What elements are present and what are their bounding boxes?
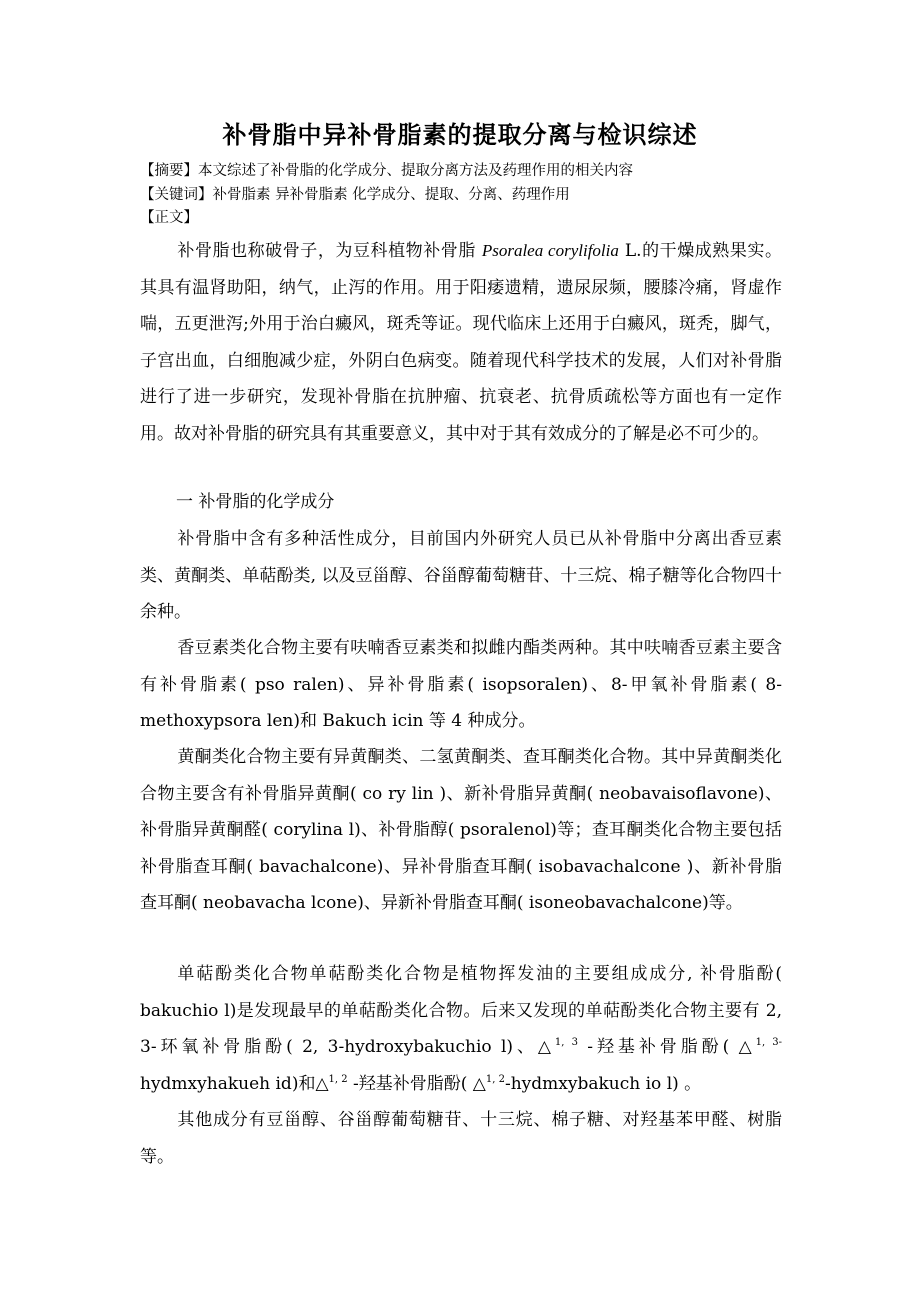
text-segment: -hydmxybakuch io l) 。 xyxy=(504,1073,702,1094)
superscript: 1, 2 xyxy=(485,1073,505,1085)
paragraph-other-components: 其他成分有豆甾醇、谷甾醇葡萄糖苷、十三烷、棉子糖、对羟基苯甲醛、树脂等。 xyxy=(140,1110,782,1167)
body-label: 【正文】 xyxy=(140,210,198,226)
paragraph-coumarins: 香豆素类化合物主要有呋喃香豆素类和拟雌内酯类两种。其中呋喃香豆素主要含有补骨脂素( pso ralen)、异补骨脂素( isopsoralen)、8-甲氧补骨脂素( 8-methoxypsora len)和 Bakuch icin 等 4 种成分。 xyxy=(140,638,782,731)
text-segment: hydmxyhakueh id)和△ xyxy=(140,1073,329,1094)
text-segment: -羟基补骨脂酚( △ xyxy=(347,1073,486,1094)
superscript: 1, 3 xyxy=(554,1037,578,1048)
paragraph-flavonoids: 黄酮类化合物主要有异黄酮类、二氢黄酮类、查耳酮类化合物。其中异黄酮类化合物主要含有补骨脂异黄酮( co ry lin )、新补骨脂异黄酮( neobavaisoflavone)、补骨脂异黄酮醛( corylina l)、补骨脂醇( psoralenol)等；查耳酮类化合物主要包括补骨脂查耳酮( bavachalcone)、异补骨脂查耳酮( isobavachalcone )、新补骨脂查耳酮( neobavacha lcone)、异新补骨脂查耳酮( isoneobavachalcone)等。 xyxy=(140,747,782,913)
section-heading-chemical-components: 一 补骨脂的化学成分 xyxy=(176,492,335,512)
paragraph-intro-text: 补骨脂也称破骨子，为豆科植物补骨脂 xyxy=(177,241,482,261)
abstract-line: 【摘要】本文综述了补骨脂的化学成分、提取分离方法及药理作用的相关内容 xyxy=(140,163,633,179)
latin-name: Psoralea corylifolia xyxy=(481,241,619,260)
text-segment: 单萜酚类化合物单萜酚类化合物是植物挥发油的主要组成成分, 补骨脂酚( bakuchio l)是发现最早的单萜酚类化合物。后来又发现的单萜酚类化合物主要有 2, 3-环氧补骨脂酚( 2, 3-hydroxybakuchio l)、△ xyxy=(140,964,782,1057)
paragraph-intro xyxy=(140,233,782,452)
text-segment: -羟基补骨脂酚( △ xyxy=(577,1037,756,1057)
superscript: 1, 3- xyxy=(755,1037,782,1048)
paragraph-monoterpene-phenols xyxy=(140,956,782,1102)
keywords-line: 【关键词】补骨脂素 异补骨脂素 化学成分、提取、分离、药理作用 xyxy=(140,187,570,203)
superscript: 1, 2 xyxy=(328,1073,348,1085)
document-title: 补骨脂中异补骨脂素的提取分离与检识综述 xyxy=(222,121,698,149)
paragraph-intro-rest: L.的干燥成熟果实。其具有温肾助阳，纳气，止泻的作用。用于阳痿遗精，遗尿尿频，腰膝冷痛，肾虚作喘，五更泄泻;外用于治白癜风，斑秃等证。现代临床上还用于白癜风，斑秃，脚气，子宫出血，白细胞减少症，外阴白色病变。随着现代科学技术的发展，人们对补骨脂进行了进一步研究，发现补骨脂在抗肿瘤、抗衰老、抗骨质疏松等方面也有一定作用。故对补骨脂的研究具有其重要意义，其中对于其有效成分的了解是必不可少的。 xyxy=(140,241,782,444)
paragraph-components-overview: 补骨脂中含有多种活性成分，目前国内外研究人员已从补骨脂中分离出香豆素类、黄酮类、单萜酚类, 以及豆甾醇、谷甾醇葡萄糖苷、十三烷、棉子糖等化合物四十余种。 xyxy=(140,529,782,622)
